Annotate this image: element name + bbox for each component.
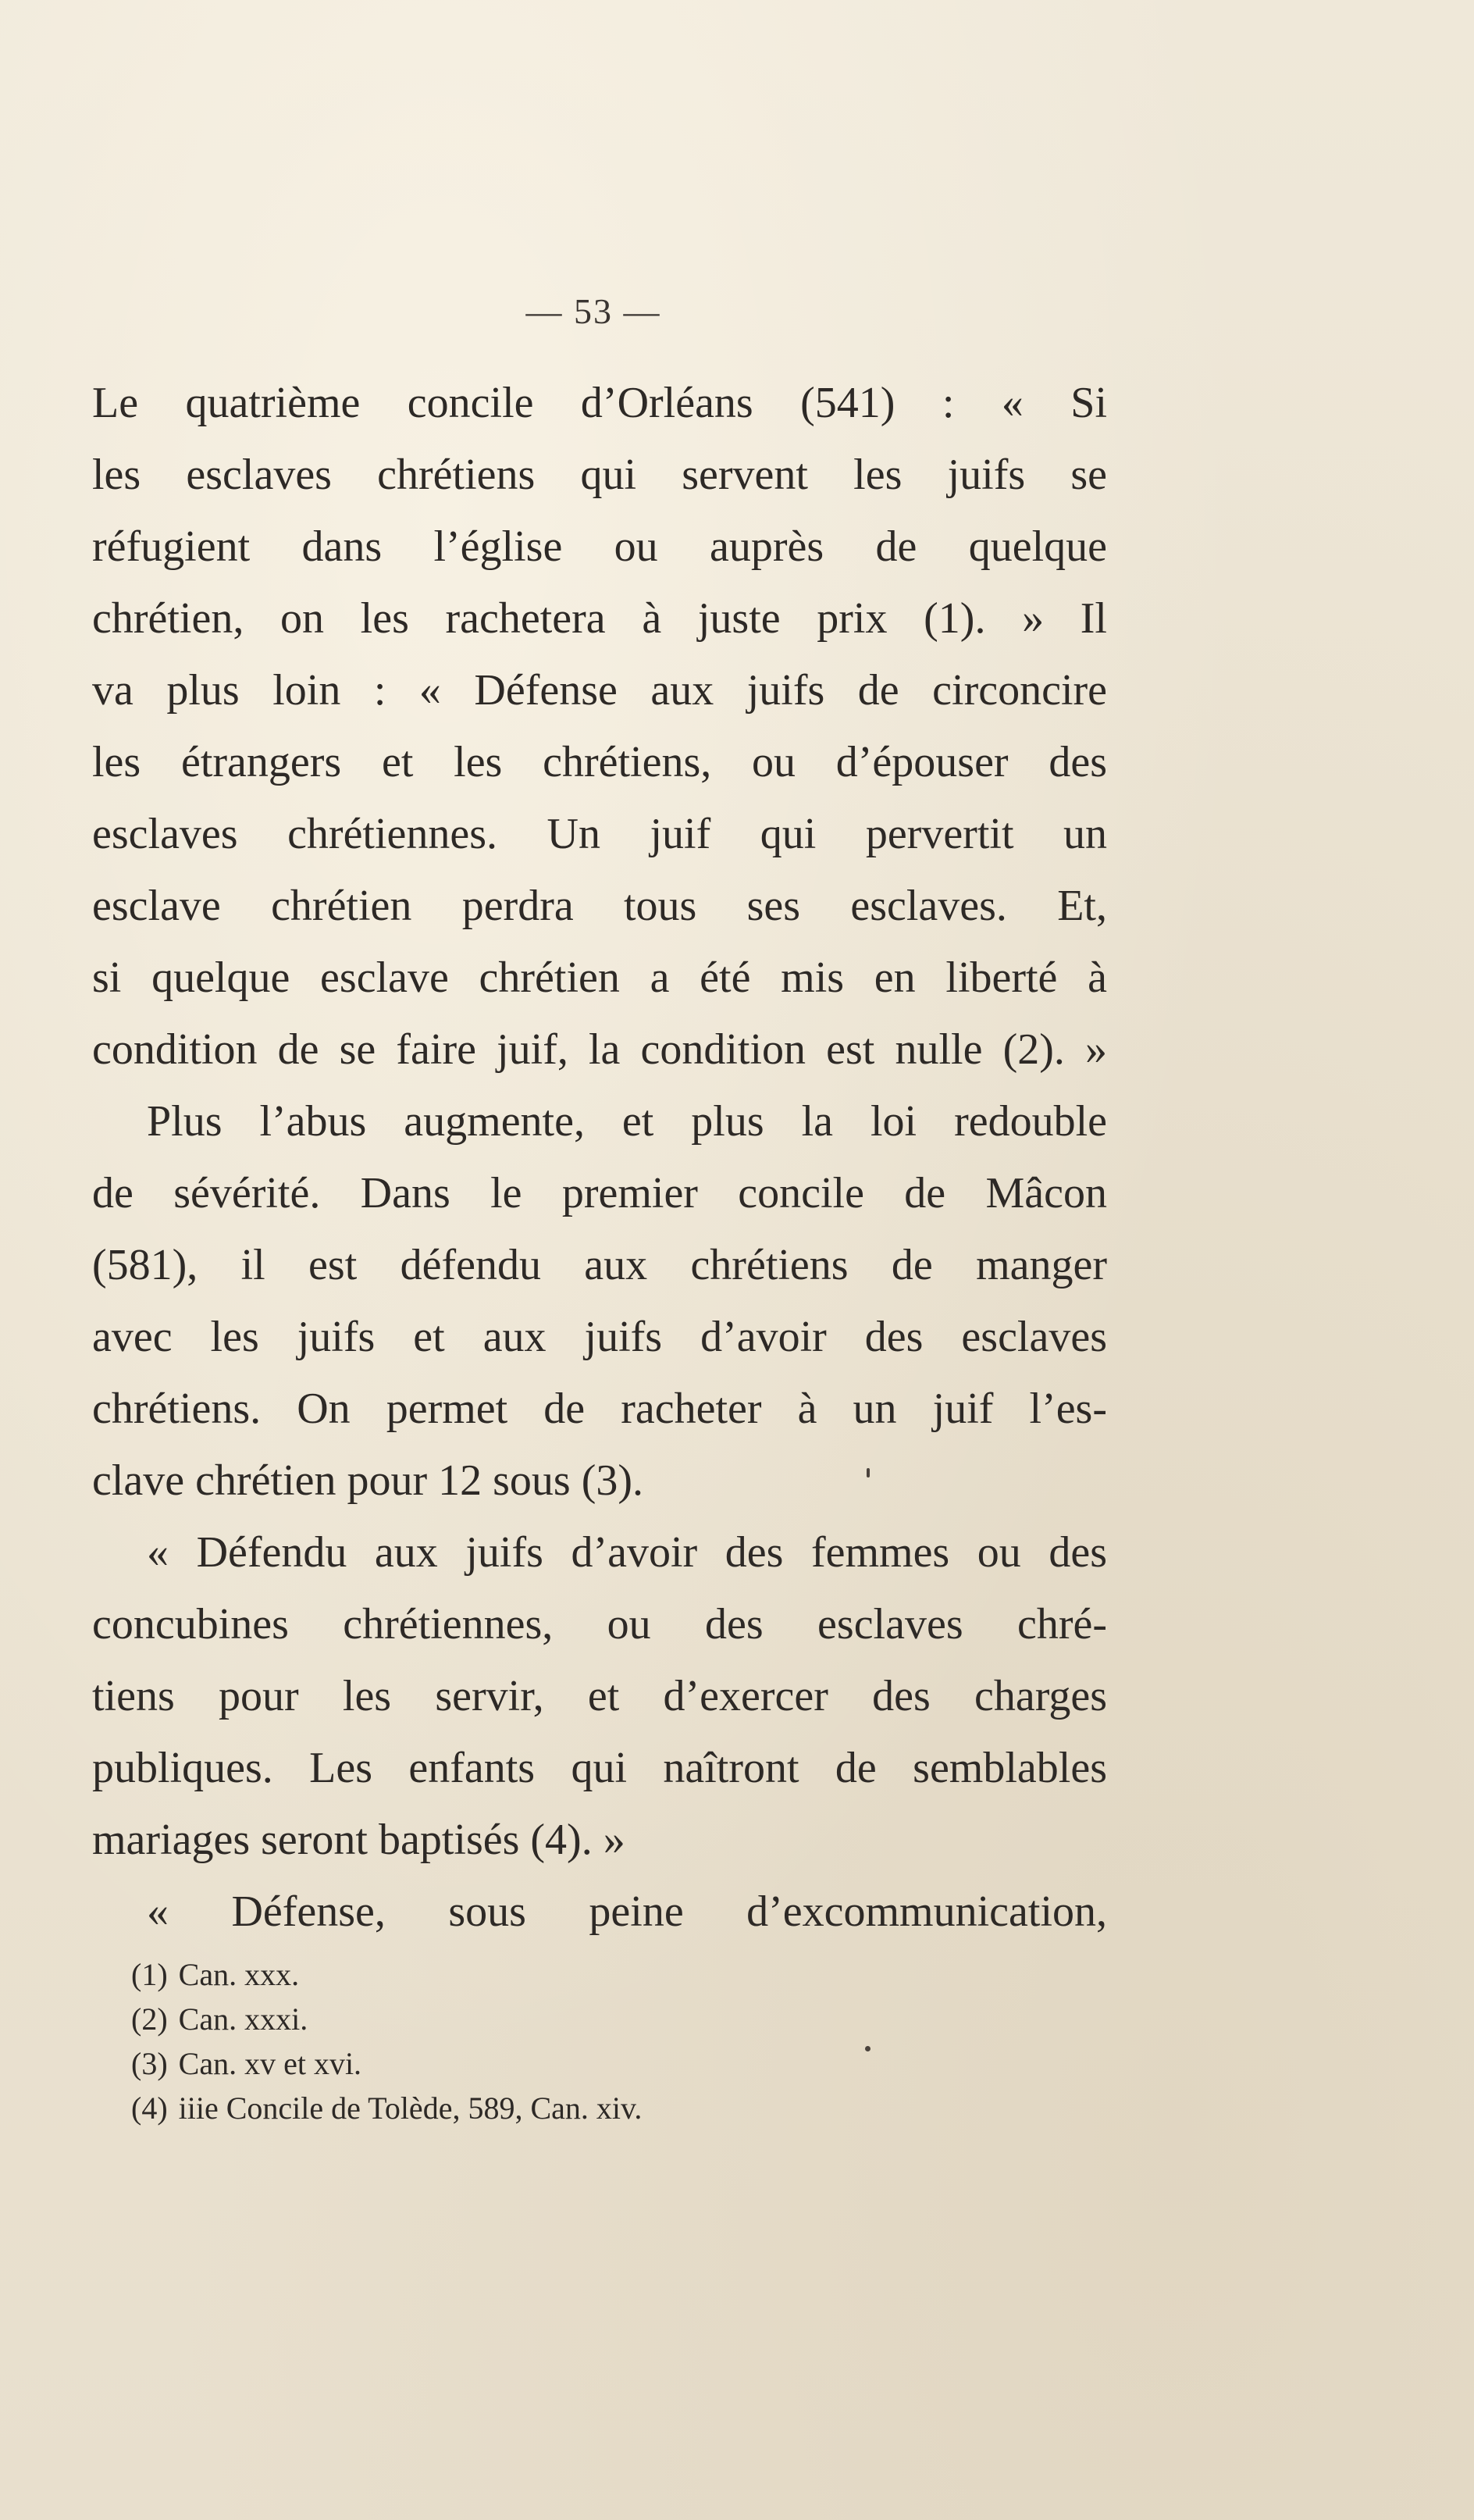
footnote-number: (4) <box>131 2090 168 2126</box>
footnote-number: (2) <box>131 2001 168 2037</box>
text-line: de sévérité. Dans le premier concile de Mâcon <box>92 1169 1107 1217</box>
paragraph <box>92 367 1107 1085</box>
footnote <box>131 2041 990 2086</box>
text-line: avec les juifs et aux juifs d’avoir des esclaves <box>92 1313 1107 1361</box>
text-line: va plus loin : « Défense aux juifs de circoncire <box>92 666 1107 715</box>
text-line: chrétien, on les rachetera à juste prix (1). » Il <box>92 594 1107 643</box>
footnote <box>131 1997 990 2041</box>
ink-speck <box>867 1468 870 1477</box>
paragraph <box>92 1085 1107 1517</box>
text-line: tiens pour les servir, et d’exercer des charges <box>92 1672 1107 1720</box>
text-line: esclaves chrétiennes. Un juif qui pervertit un <box>92 810 1107 858</box>
ink-speck <box>865 2046 871 2051</box>
text-line: les esclaves chrétiens qui servent les juifs se <box>92 451 1107 499</box>
footnote-number: (3) <box>131 2046 168 2081</box>
text-line: Plus l’abus augmente, et plus la loi redouble <box>147 1097 1107 1146</box>
footnote <box>131 2086 990 2130</box>
page-number: — 53 — <box>525 291 661 331</box>
text-line: les étrangers et les chrétiens, ou d’épouser des <box>92 738 1107 786</box>
text-line: chrétiens. On permet de racheter à un juif l’es- <box>92 1385 1107 1433</box>
footnote-text: Can. xxx. <box>178 1957 300 1992</box>
footnotes <box>131 1952 990 2130</box>
footnote-number: (1) <box>131 1957 168 1992</box>
footnote-text: iiie Concile de Tolède, 589, Can. xiv. <box>178 2090 643 2126</box>
text-line: esclave chrétien perdra tous ses esclaves. Et, <box>92 882 1107 930</box>
text-line: mariages seront baptisés (4). » <box>92 1816 625 1864</box>
body-text <box>92 367 1107 1948</box>
text-line: Le quatrième concile d’Orléans (541) : « Si <box>92 379 1107 427</box>
text-line: publiques. Les enfants qui naîtront de semblables <box>92 1744 1107 1792</box>
text-line: « Défendu aux juifs d’avoir des femmes ou des <box>147 1528 1107 1577</box>
text-line: si quelque esclave chrétien a été mis en liberté à <box>92 953 1107 1002</box>
paragraph <box>92 1517 1107 1876</box>
footnote-text: Can. xv et xvi. <box>178 2046 362 2081</box>
paragraph <box>92 1876 1107 1948</box>
text-line: clave chrétien pour 12 sous (3). <box>92 1456 643 1505</box>
text-line: (581), il est défendu aux chrétiens de manger <box>92 1241 1107 1289</box>
footnote <box>131 1952 990 1997</box>
text-line: « Défense, sous peine d’excommunication, <box>147 1887 1107 1936</box>
text-line: concubines chrétiennes, ou des esclaves chré- <box>92 1600 1107 1649</box>
footnote-text: Can. xxxi. <box>178 2001 308 2037</box>
text-line: condition de se faire juif, la condition est nulle (2). » <box>92 1025 1107 1074</box>
text-line: réfugient dans l’église ou auprès de quelque <box>92 522 1107 571</box>
